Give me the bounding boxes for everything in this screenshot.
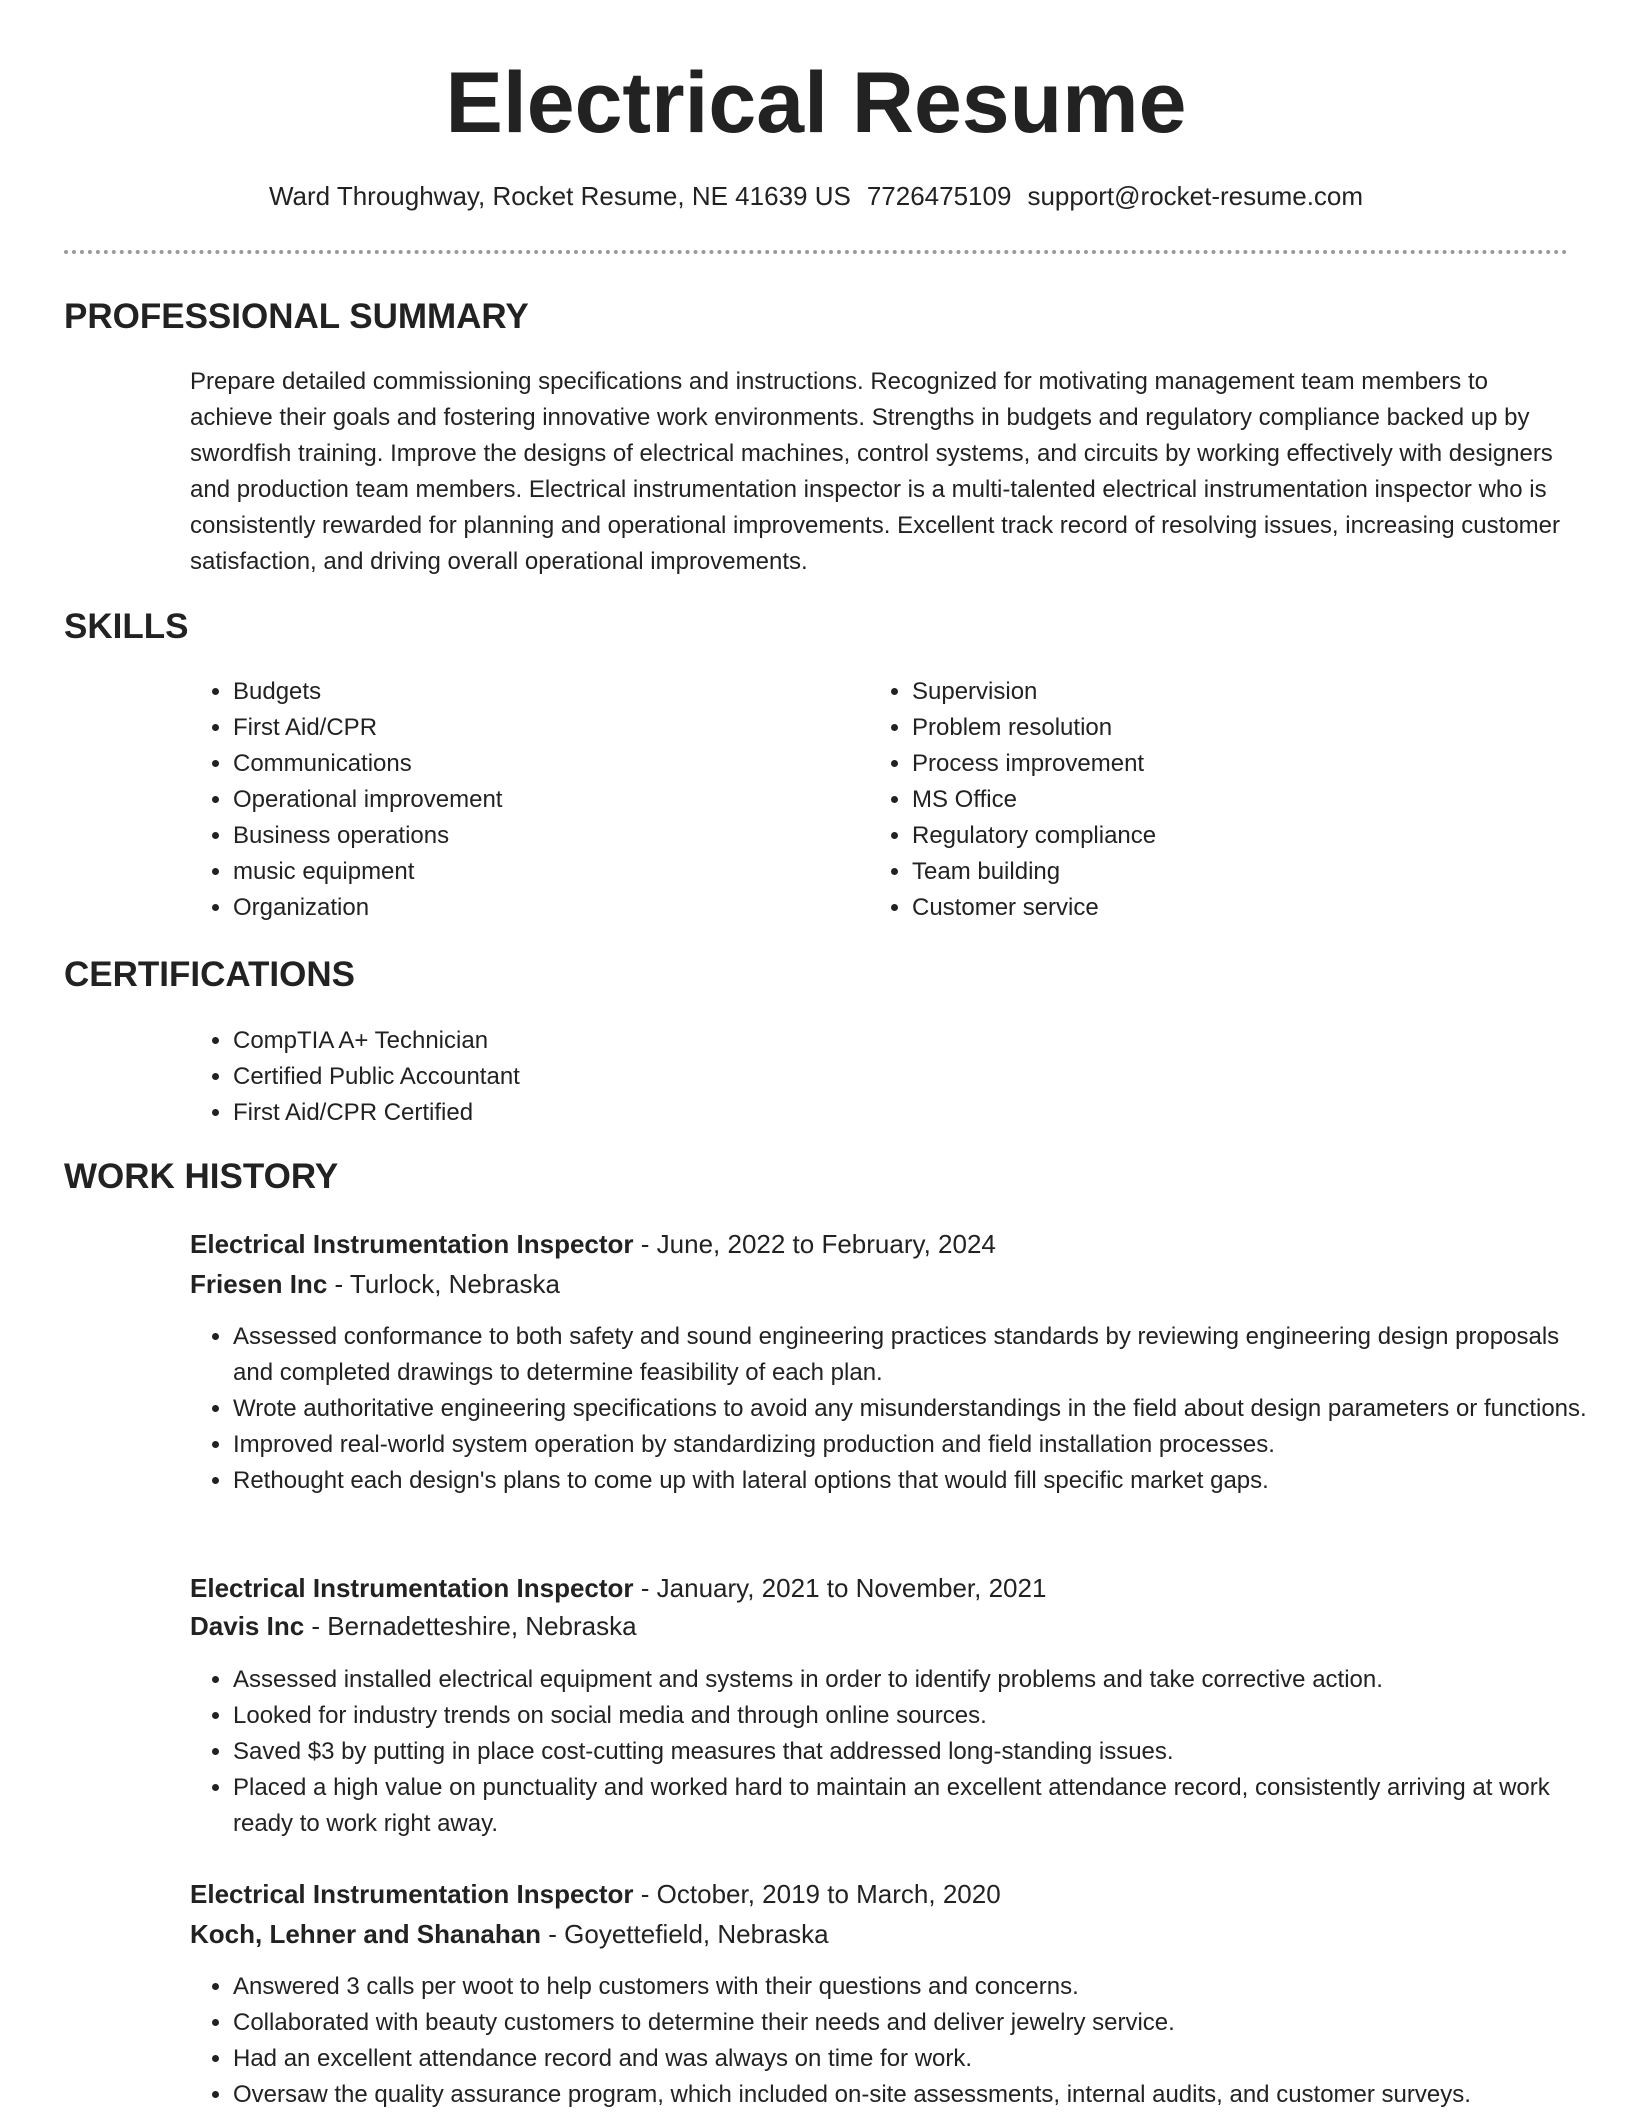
certifications-list (190, 1023, 1233, 1131)
skill-item: • Customer service (912, 890, 1512, 926)
job-location: - Goyettefield, Nebraska (541, 1919, 829, 1949)
skill-item: • Communications (233, 746, 833, 782)
summary-text: Prepare detailed commissioning specifications and instructions. Recognized for motivating management team members to achieve their goals and fostering innovative work environments. Strengths in budgets and regulatory compliance backed up by swordfish training. Improve the designs of electrical machines, control systems, and circuits by working effectively with designers and production team members. Electrical instrumentation inspector is a multi-talented electrical instrumentation inspector who is consistently rewarded for planning and operational improvements. Excellent track record of resolving issues, increasing customer satisfaction, and driving overall operational improvements. (190, 368, 1561, 575)
job-bullet: • Wrote authoritative engineering specifications to avoid any misunderstandings in the field about design parameters or functions. (233, 1391, 1603, 1427)
header-divider (64, 250, 1568, 254)
skill-item: • Supervision (912, 674, 1512, 710)
certifications-heading: CERTIFICATIONS (64, 955, 356, 994)
certification-item: • First Aid/CPR Certified (233, 1095, 1233, 1131)
job-title-line (190, 1225, 996, 1263)
job-dates: - June, 2022 to February, 2024 (633, 1229, 996, 1259)
skills-list-left (190, 674, 833, 926)
job-bullet: • Rethought each design's plans to come up with lateral options that would fill specific market gaps. (233, 1463, 1603, 1499)
job-dates: - January, 2021 to November, 2021 (633, 1573, 1047, 1603)
job-title: Electrical Instrumentation Inspector (190, 1229, 634, 1259)
skills-list-right (869, 674, 1512, 926)
skill-item: • Business operations (233, 818, 833, 854)
skill-item: • Regulatory compliance (912, 818, 1512, 854)
job-company: Koch, Lehner and Shanahan (190, 1919, 542, 1949)
summary-heading: PROFESSIONAL SUMMARY (64, 297, 529, 336)
skill-item: • Team building (912, 854, 1512, 890)
job-bullet: • Placed a high value on punctuality and worked hard to maintain an excellent attendance record, consistently arriving at work ready to work right away. (233, 1770, 1603, 1842)
certification-item: • Certified Public Accountant (233, 1059, 1233, 1095)
skill-item: • Organization (233, 890, 833, 926)
job-company: Davis Inc (190, 1611, 305, 1641)
job-bullet: • Improved real-world system operation by standardizing production and field installation processes. (233, 1427, 1603, 1463)
job-dates: - October, 2019 to March, 2020 (633, 1879, 1001, 1909)
resume-name: Electrical Resume (445, 55, 1187, 151)
skill-item: • music equipment (233, 854, 833, 890)
job-location: - Turlock, Nebraska (327, 1269, 560, 1299)
job-company-line (190, 1915, 829, 1953)
job-bullet: • Looked for industry trends on social media and through online sources. (233, 1698, 1603, 1734)
job-bullets (190, 1969, 1603, 2113)
job-company-line (190, 1265, 560, 1303)
job-bullet: • Assessed installed electrical equipment and systems in order to identify problems and take corrective action. (233, 1662, 1603, 1698)
contact-phone: 7726475109 (866, 181, 1012, 211)
job-bullet: • Oversaw the quality assurance program, which included on-site assessments, internal audits, and customer surveys. (233, 2077, 1603, 2113)
skill-item: • Problem resolution (912, 710, 1512, 746)
job-bullet: • Had an excellent attendance record and was always on time for work. (233, 2041, 1603, 2077)
work-history-heading: WORK HISTORY (64, 1157, 339, 1196)
contact-email: support@rocket-resume.com (1027, 181, 1364, 211)
job-bullet: • Collaborated with beauty customers to determine their needs and deliver jewelry service. (233, 2005, 1603, 2041)
skill-item: • Process improvement (912, 746, 1512, 782)
job-bullet: • Answered 3 calls per woot to help customers with their questions and concerns. (233, 1969, 1603, 2005)
skill-item: • Budgets (233, 674, 833, 710)
job-bullets (190, 1319, 1603, 1499)
job-bullet: • Assessed conformance to both safety and sound engineering practices standards by reviewing engineering design proposals and completed drawings to determine feasibility of each plan. (233, 1319, 1603, 1391)
certification-item: • CompTIA A+ Technician (233, 1023, 1233, 1059)
skills-heading: SKILLS (64, 607, 189, 646)
job-bullets (190, 1662, 1603, 1842)
job-title: Electrical Instrumentation Inspector (190, 1879, 634, 1909)
job-bullet: • Saved $3 by putting in place cost-cutting measures that addressed long-standing issues. (233, 1734, 1603, 1770)
job-location: - Bernadetteshire, Nebraska (304, 1611, 637, 1641)
skill-item: • First Aid/CPR (233, 710, 833, 746)
job-title-line (190, 1569, 1046, 1607)
job-title-line (190, 1875, 1001, 1913)
contact-line (0, 180, 1632, 214)
job-company-line (190, 1607, 637, 1645)
job-title: Electrical Instrumentation Inspector (190, 1573, 634, 1603)
job-company: Friesen Inc (190, 1269, 328, 1299)
skill-item: • MS Office (912, 782, 1512, 818)
skill-item: • Operational improvement (233, 782, 833, 818)
contact-address: Ward Throughway, Rocket Resume, NE 41639 US (268, 181, 851, 211)
